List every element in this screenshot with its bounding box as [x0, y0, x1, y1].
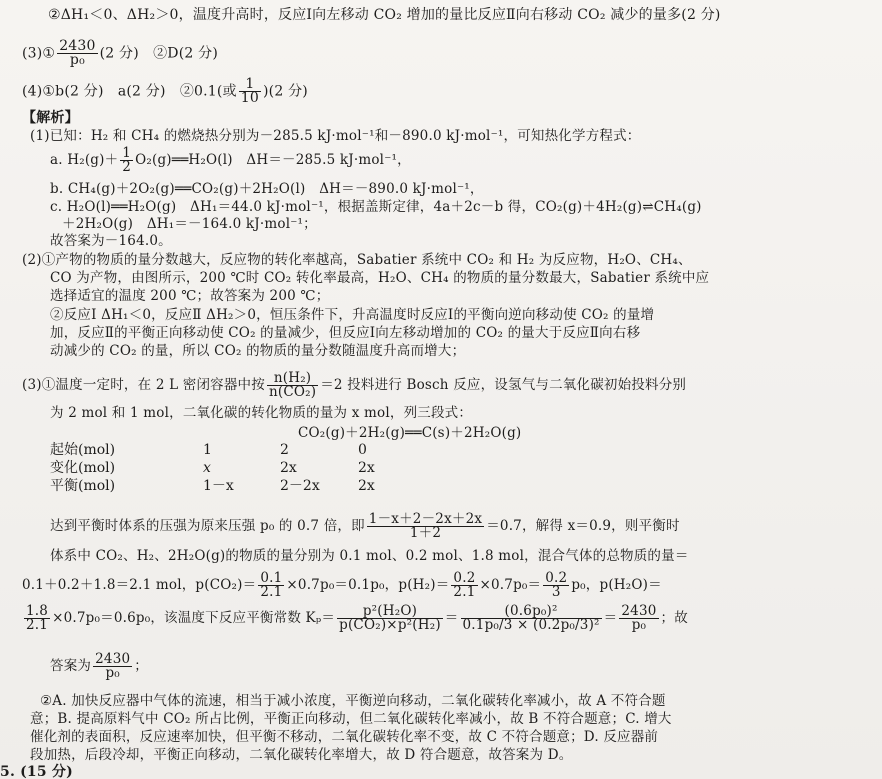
answer-3-frac-den: p₀: [69, 52, 85, 68]
analysis-p1-c2: ＋2H₂O(g) ΔH₁＝－164.0 kJ·mol⁻¹；: [62, 216, 317, 232]
analysis-p2-1-line1: (2)①产物的物质的量分数越大，反应物的转化率越高，Sabatier 系统中 CO₂ 和 H₂ 为反应物，H₂O、CH₄、: [22, 252, 692, 268]
p3-l6-frac2-num: p²(H₂O): [337, 605, 443, 619]
analysis-p3-line4: 体系中 CO₂、H₂、2H₂O(g)的物质的量分别为 0.1 mol、0.2 mol、1.8 mol，混合气体的总物质的量＝: [50, 548, 689, 564]
p3-l6-frac4-den: p₀: [631, 617, 647, 633]
answer-2-2: ②ΔH₁＜0、ΔH₂＞0，温度升高时，反应Ⅰ向左移动 CO₂ 增加的量比反应Ⅱ向右移动 CO₂ 减少的量多(2 分): [48, 7, 721, 23]
answer-3-suffix: (2 分) ②D(2 分): [99, 45, 219, 62]
p3-l6-frac4: [619, 605, 658, 632]
ice-row-label: 起始(mol): [50, 442, 116, 458]
analysis-p2-2-line3: 动减少的 CO₂ 的量，所以 CO₂ 的物质的量分数随温度升高而增大；: [50, 343, 466, 359]
p3-l5-frac2-den: 2.1: [453, 584, 476, 600]
ice-row-label: 变化(mol): [50, 460, 116, 476]
p3-l3-fraction: [367, 513, 484, 540]
answer-3: [22, 40, 218, 67]
p3-l6-frac1-num: 1.8: [26, 603, 49, 619]
p3-l3-post: ＝0.7，解得 x＝0.9，则平衡时: [486, 518, 680, 534]
p1-a-frac-num: 1: [122, 145, 132, 161]
p3-l5-frac2-num: 0.2: [453, 570, 476, 586]
p3-ans-frac-num: 2430: [95, 651, 131, 667]
analysis-p2-1-line2: CO 为产物，由图所示，200 ℃时 CO₂ 转化率最高，H₂O、CH₄ 的物质的量分数最大，Sabatier 系统中应: [50, 270, 710, 286]
p3-l6-d: ；故: [660, 610, 688, 626]
p1-a-post: O₂(g)══H₂O(l) ΔH＝－285.5 kJ·mol⁻¹，: [135, 152, 411, 168]
ice-row-label: 平衡(mol): [50, 478, 116, 494]
p3-l5-c: ×0.7p₀＝: [479, 577, 542, 593]
p3-l5-frac3-den: 3: [551, 584, 561, 600]
analysis-p2-2-line1: ②反应Ⅰ ΔH₁＜0，反应Ⅱ ΔH₂＞0，恒压条件下，升高温度时反应Ⅰ的平衡向逆向移动使 CO₂ 的量增: [50, 307, 655, 323]
p1-a-fraction: [120, 147, 133, 174]
analysis-p2-1-line3: 选择适宜的温度 200 ℃；故答案为 200 ℃；: [50, 288, 330, 304]
p3-l5-frac1: [258, 572, 284, 599]
p3-ans-fraction: [93, 653, 132, 680]
ice-cell: 2x: [280, 460, 297, 476]
analysis-p1-c: c. H₂O(l)══H₂O(g) ΔH₁＝44.0 kJ·mol⁻¹，根据盖斯定律，4a＋2c－b 得，CO₂(g)＋4H₂(g)⇌CH₄(g): [50, 199, 702, 215]
ice-cell: 2x: [358, 460, 375, 476]
p3-ans-frac-den: p₀: [105, 665, 120, 681]
p3-l6-b: ＝: [444, 610, 459, 626]
analysis-p3-line6: [22, 605, 688, 632]
p1-a-frac-den: 2: [122, 159, 132, 175]
analysis-p1-answer: 故答案为－164.0。: [50, 233, 172, 249]
ice-cell: 1－x: [203, 478, 234, 494]
p3-l6-frac3: [461, 605, 602, 632]
analysis-p3-1-line1: [22, 372, 686, 399]
answer-3-prefix: (3)①: [22, 45, 56, 62]
p3-l5-b: ×0.7p₀＝0.1p₀，p(H₂)＝: [286, 577, 450, 593]
p3-l6-a: ×0.7p₀＝0.6p₀，该温度下反应平衡常数 Kₚ＝: [52, 610, 336, 626]
analysis-p3-2-line1: ②A. 加快反应器中气体的流速，相当于减小浓度，平衡逆向移动，二氧化碳转化率减小，故 A 不符合题: [40, 693, 666, 709]
p3-l3-pre: 达到平衡时体系的压强为原来压强 p₀ 的 0.7 倍，即: [50, 518, 365, 534]
ice-cell: 1: [203, 442, 212, 458]
p3-ans-pre: 答案为: [50, 658, 92, 674]
analysis-p3-2-line2: 意；B. 提高原料气中 CO₂ 所占比例，平衡正向移动，但二氧化碳转化率减小，故 B 不符合题意；C. 增大: [30, 711, 672, 727]
p3-l3-frac-den: 1＋2: [409, 525, 442, 541]
p3-ans-post: ；: [134, 658, 148, 674]
p3-l6-frac2-den: p(CO₂)×p²(H₂): [339, 617, 441, 633]
answer-3-frac-num: 2430: [59, 38, 96, 54]
analysis-p3-2-line4: 段加热，后段冷却，平衡正向移动，二氧化碳转化率增大，故 D 符合题意，故答案为 D。: [30, 747, 573, 763]
ice-cell: 0: [358, 442, 367, 458]
answer-3-fraction: [57, 40, 97, 67]
analysis-p1-intro: (1)已知：H₂ 和 CH₄ 的燃烧热分别为－285.5 kJ·mol⁻¹和－890.0 kJ·mol⁻¹，可知热化学方程式：: [30, 128, 641, 144]
p3-l6-frac1: [24, 605, 50, 632]
next-question-heading: 5. (15 分): [0, 764, 73, 779]
p3-1-frac-num: n(H₂): [267, 372, 318, 386]
p3-1-fraction: [267, 372, 318, 399]
analysis-p3-1-line2: 为 2 mol 和 1 mol，二氧化碳的转化物质的量为 x mol，列三段式：: [50, 405, 473, 421]
p1-a-pre: a. H₂(g)＋: [50, 152, 119, 168]
ice-cell: x: [203, 460, 211, 476]
p3-l6-frac4-num: 2430: [621, 603, 657, 619]
p3-l5-d: p₀，p(H₂O)＝: [571, 577, 662, 593]
analysis-p3-2-line3: 催化剂的表面积，反应速率加快，但平衡不移动，二氧化碳转化率不变，故 C 不符合题意；D. 反应器前: [30, 729, 659, 745]
ice-cell: 2: [280, 442, 289, 458]
analysis-p3-answer: [50, 653, 148, 680]
answer-4-fraction: [239, 78, 261, 105]
answer-4-suffix: )(2 分): [263, 83, 308, 100]
answer-4-prefix: (4)①b(2 分) a(2 分) ②0.1(或: [22, 83, 237, 100]
p3-l6-frac3-num: (0.6p₀)²: [461, 605, 602, 619]
p3-l6-c: ＝: [603, 610, 618, 626]
analysis-p3-line5: [22, 572, 662, 599]
analysis-p1-b: b. CH₄(g)＋2O₂(g)══CO₂(g)＋2H₂O(l) ΔH＝－890.0 kJ·mol⁻¹，: [50, 181, 484, 197]
p3-l6-frac1-den: 2.1: [26, 617, 49, 633]
answer-4-frac-den: 10: [240, 90, 259, 106]
answer-4-frac-num: 1: [239, 78, 261, 92]
analysis-p3-line3: [50, 513, 680, 540]
p3-l5-frac3-num: 0.2: [545, 570, 568, 586]
p3-1-pre: (3)①温度一定时，在 2 L 密闭容器中按: [22, 377, 265, 393]
analysis-heading: 【解析】: [22, 110, 79, 126]
ice-cell: 2x: [358, 478, 375, 494]
p3-1-post: ＝2 投料进行 Bosch 反应，设氢气与二氧化碳初始投料分别: [320, 377, 687, 393]
analysis-p2-2-line2: 加，反应Ⅱ的平衡正向移动使 CO₂ 的量减少，但反应Ⅰ向左移动增加的 CO₂ 的量大于反应Ⅱ向右移: [50, 325, 641, 341]
p3-l5-frac2: [451, 572, 477, 599]
p3-l5-frac1-num: 0.1: [260, 570, 283, 586]
reaction-equation: CO₂(g)＋2H₂(g)══C(s)＋2H₂O(g): [298, 425, 522, 441]
p3-l3-frac-num: 1－x＋2－2x＋2x: [368, 511, 483, 527]
analysis-p1-a: [50, 147, 411, 174]
p3-l5-frac1-den: 2.1: [260, 584, 283, 600]
p3-l6-frac3-den: 0.1p₀/3 × (0.2p₀/3)²: [462, 617, 600, 633]
p3-1-frac-den: n(CO₂): [268, 384, 317, 400]
p3-l6-frac2: [337, 605, 443, 632]
answer-4: [22, 78, 308, 105]
ice-cell: 2－2x: [280, 478, 320, 494]
p3-l5-a: 0.1＋0.2＋1.8＝2.1 mol，p(CO₂)＝: [22, 577, 257, 593]
p3-l5-frac3: [543, 572, 569, 599]
